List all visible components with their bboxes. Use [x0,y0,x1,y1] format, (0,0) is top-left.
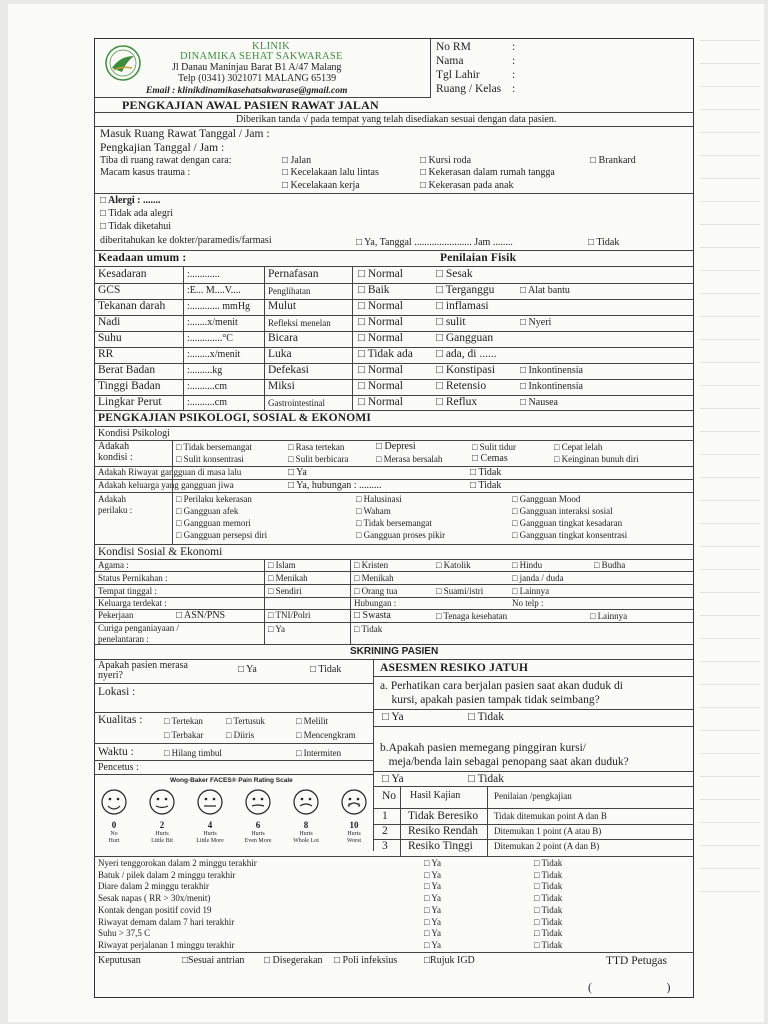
covid-ya-checkbox[interactable]: □ Ya [424,939,441,950]
fisik-option-checkbox[interactable]: □ Gangguan [436,332,494,344]
covid-tidak-checkbox[interactable]: □ Tidak [534,904,563,915]
kualitas-label: Kualitas : [98,714,143,726]
perilaku-option-checkbox[interactable]: □ Halusinasi [356,494,402,504]
kondisi-cepat-lelah[interactable]: □ Cepat lelah [554,442,603,452]
kondisi-merasa-bersalah[interactable]: □ Merasa bersalah [376,454,443,464]
vital-value-field[interactable]: :........x/menit [187,349,241,360]
jatuh-th-penilaian: Penilaian /pengkajian [494,791,572,801]
jatuh-row-penilaian: Ditemukan 1 point (A atau B) [494,826,602,836]
nyeri-question: Apakah pasien merasa nyeri? [98,660,188,681]
fisik-option-checkbox[interactable]: □ Reflux [436,396,478,408]
covid-ya-checkbox[interactable]: □ Ya [424,858,441,868]
jatuh-row-no: 2 [382,825,388,837]
jatuh-th-no: No [382,790,397,802]
fisik-exam-label: Refleksi menelan [268,318,331,328]
clinic-phone: Telp (0341) 3021071 MALANG 65139 [178,73,337,84]
tgl-lahir-label: Tgl Lahir [436,69,480,81]
status-janda-duda[interactable]: □ janda / duda [512,573,564,583]
covid-tidak-checkbox[interactable]: □ Tidak [534,881,563,892]
pain-face-label: Hurts Even More [244,831,272,844]
pain-score-number: 0 [111,820,117,830]
kualitas-tertekan[interactable]: □ Tertekan [164,716,203,726]
nama-value[interactable]: : [512,55,516,67]
pain-score-number: 2 [159,820,165,830]
fisik-exam-label: Defekasi [268,364,309,376]
perilaku-option-checkbox[interactable]: □ Tidak bersemangat [356,518,432,528]
pain-face-icon[interactable] [148,788,176,816]
pekerjaan-nakes[interactable]: □ Tenaga kesehatan [436,611,508,621]
tidak-diketahui-checkbox[interactable]: □ Tidak diketahui [100,221,172,232]
kondisi-rasa-tertekan[interactable]: □ Rasa tertekan [288,442,345,452]
jatuh-row-penilaian: Ditemukan 2 point (A dan B) [494,841,600,851]
covid-question: Riwayat perjalanan 1 minggu terakhir [98,939,235,950]
covid-tidak-checkbox[interactable]: □ Tidak [534,928,563,939]
kondisi-bunuh-diri[interactable]: □ Keinginan bunuh diri [554,454,639,464]
covid-question: Riwayat demam dalam 7 hari terakhir [98,916,235,927]
covid-question: Batuk / pilek dalam 2 minggu terakhir [98,869,236,880]
fisik-option-checkbox[interactable]: □ Konstipasi [436,364,496,376]
perilaku-option-checkbox[interactable]: □ Gangguan memori [176,518,251,528]
kualitas-melilit[interactable]: □ Melilit [296,716,329,726]
pekerjaan-lainnya[interactable]: □ Lainnya [590,611,628,621]
kualitas-mencengkram[interactable]: □ Mencengkram [296,730,356,740]
covid-question: Kontak dengan positif covid 19 [98,904,212,915]
fisik-option-checkbox[interactable]: □ sulit [436,316,466,328]
pain-score-number: 6 [255,820,261,830]
vital-label: Tekanan darah [98,300,166,312]
pekerjaan-label: Pekerjaan [98,610,134,620]
covid-tidak-checkbox[interactable]: □ Tidak [534,893,563,904]
no-rm-label: No RM [436,41,471,53]
covid-ya-checkbox[interactable]: □ Ya [424,928,441,939]
kondisi-tidak-bersemangat[interactable]: □ Tidak bersemangat [176,442,252,452]
tiba-brankard-checkbox[interactable]: □ Brankard [590,155,636,166]
pain-face-label: Hurts Worst [346,831,362,844]
covid-question: Diare dalam 2 minggu terakhir [98,881,209,892]
masuk-ruang[interactable]: Masuk Ruang Rawat Tanggal / Jam : [100,128,270,140]
fisik-option-checkbox[interactable]: □ Nausea [520,397,558,408]
pain-face-icon[interactable] [244,788,272,816]
covid-ya-checkbox[interactable]: □ Ya [424,893,441,904]
trauma-kdrt-checkbox[interactable]: □ Kekerasan dalam rumah tangga [420,167,555,178]
vital-value-field[interactable]: :............ mmHg [187,301,251,312]
status-menikah-2[interactable]: □ Menikah [354,573,394,583]
pencetus-field[interactable]: Pencetus : [98,762,139,773]
clinic-address: Jl Danau Maninjau Barat B1 A/47 Malang [172,62,342,73]
fisik-exam-label: Gastrointestinal [268,398,325,408]
fisik-option-checkbox[interactable]: □ Normal [358,268,403,280]
nyeri-ya-checkbox[interactable]: □ Ya [238,664,257,675]
pekerjaan-asn[interactable]: □ ASN/PNS [176,610,226,621]
vital-value-field[interactable]: :............ [187,269,220,280]
kondisi-sulit-konsentrasi[interactable]: □ Sulit konsentrasi [176,454,244,464]
vital-label: Nadi [98,316,121,328]
tgl-lahir-value[interactable]: : [512,69,516,81]
adakah-perilaku-label: Adakah perilaku : [98,494,133,515]
jatuh-question-b: b.Apakah pasien memegang pinggiran kursi/ meja/benda lain sebagai penopang saat akan duduk? [380,742,629,768]
keputusan-rujuk-igd[interactable]: □Rujuk IGD [424,955,475,966]
agama-islam[interactable]: □ Islam [268,560,296,570]
vital-label: Suhu [98,332,122,344]
pain-face-icon[interactable] [292,788,320,816]
perilaku-option-checkbox[interactable]: □ Waham [356,506,391,516]
pain-score-number: 8 [303,820,309,830]
covid-tidak-checkbox[interactable]: □ Tidak [534,939,563,950]
trauma-anak-checkbox[interactable]: □ Kekerasan pada anak [420,180,514,191]
fisik-option-checkbox[interactable]: □ Nyeri [520,317,552,328]
nama-label: Nama [436,55,464,67]
jatuh-row-hasil: Resiko Rendah [408,825,478,837]
jatuh-row-hasil: Resiko Tinggi [408,840,473,852]
fisik-exam-label: Bicara [268,332,299,344]
instruction-text: Diberikan tanda √ pada tempat yang telah disediakan sesuai dengan data pasien. [236,114,557,125]
kondisi-depresi[interactable]: □ Depresi [376,441,416,452]
ruang-kelas-value[interactable]: : [512,83,516,95]
vital-value-field[interactable]: :..........cm [187,381,227,392]
pain-face-label: Hurts Little Bit [151,831,173,844]
kondisi-sulit-tidur[interactable]: □ Sulit tidur [472,442,516,452]
jatuh-row-hasil: Tidak Beresiko [408,810,479,822]
lokasi-field[interactable]: Lokasi : [98,686,136,698]
vital-label: Lingkar Perut [98,396,162,408]
fisik-option-checkbox[interactable]: □ Normal [358,380,403,392]
kondisi-sulit-berbicara[interactable]: □ Sulit berbicara [288,454,349,464]
covid-ya-checkbox[interactable]: □ Ya [424,869,441,880]
sosial-title: Kondisi Sosial & Ekonomi [98,546,223,558]
keluarga-tidak-checkbox[interactable]: □ Tidak [470,480,502,491]
vital-label: Kesadaran [98,268,147,280]
riwayat-gangguan-label: Adakah Riwayat gangguan di masa lalu [98,467,242,477]
fisik-exam-label: Luka [268,348,292,360]
keluarga-terdekat-label[interactable]: Keluarga terdekat : [98,598,167,608]
covid-tidak-checkbox[interactable]: □ Tidak [534,869,563,880]
pain-face-icon[interactable] [196,788,224,816]
tempat-tinggal-label: Tempat tinggal : [98,586,157,596]
diberitahukan-tidak-checkbox[interactable]: □ Tidak [588,237,620,248]
curiga-label: Curiga penganiayaan / penelantaran : [98,623,179,644]
tinggal-orang-tua[interactable]: □ Orang tua [354,586,398,596]
pekerjaan-swasta[interactable]: □ Swasta [354,610,391,621]
fisik-option-checkbox[interactable]: □ Normal [358,396,403,408]
no-rm-value[interactable]: : [512,41,516,53]
waktu-intermiten[interactable]: □ Intermiten [296,748,342,758]
resiko-jatuh-title: ASESMEN RESIKO JATUH [380,662,529,674]
faces-scale-title: Wong-Baker FACES® Pain Rating Scale [170,777,293,784]
pain-score-number: 10 [349,820,359,830]
covid-ya-checkbox[interactable]: □ Ya [424,904,441,915]
kualitas-diiris[interactable]: □ Diiris [226,730,255,740]
fisik-exam-label: Pernafasan [268,268,319,280]
jatuh-row-no: 1 [382,810,388,822]
fisik-option-checkbox[interactable]: □ Retensio [436,380,487,392]
form-title: PENGKAJIAN AWAL PASIEN RAWAT JALAN [122,98,379,112]
fisik-exam-label: Penglihatan [268,286,311,296]
pain-score-number: 4 [207,820,213,830]
pengkajian-tanggal[interactable]: Pengkajian Tanggal / Jam : [100,142,225,154]
riwayat-tidak-checkbox[interactable]: □ Tidak [470,467,502,478]
trauma-kerja-checkbox[interactable]: □ Kecelakaan kerja [282,180,360,191]
fisik-option-checkbox[interactable]: □ inflamasi [436,300,489,312]
jatuh-row-penilaian: Tidak ditemukan point A dan B [494,811,607,821]
ruang-kelas-label: Ruang / Kelas [436,83,502,95]
jatuh-row-no: 3 [382,840,388,852]
hubungan-label[interactable]: Hubungan : [354,598,397,608]
skrining-title: SKRINING PASIEN [350,646,439,657]
covid-question: Nyeri tenggorokan dalam 2 minggu terakhir [98,858,257,868]
keluarga-ya-checkbox[interactable]: □ Ya, hubungan : ......... [288,480,382,491]
pain-face-label: Hurts Little More [196,831,224,844]
fisik-option-checkbox[interactable]: □ Terganggu [436,284,495,296]
perilaku-option-checkbox[interactable]: □ Perilaku kekerasan [176,494,252,504]
covid-tidak-checkbox[interactable]: □ Tidak [534,916,563,927]
agama-katolik[interactable]: □ Katolik [436,560,471,570]
alergi-checkbox[interactable]: □ Alergi : ....... [100,195,161,206]
fisik-option-checkbox[interactable]: □ Alat bantu [520,285,570,296]
curiga-ya[interactable]: □ Ya [268,624,285,634]
pain-face-icon[interactable] [340,788,368,816]
kondisi-cemas[interactable]: □ Cemas [472,453,508,464]
fisik-option-checkbox[interactable]: □ Normal [358,364,403,376]
jatuh-th-hasil: Hasil Kajian [410,790,461,801]
vital-value-field[interactable]: :..........cm [187,397,227,408]
agama-budha[interactable]: □ Budha [594,560,626,570]
waktu-hilang-timbul[interactable]: □ Hilang timbul [164,748,222,758]
kondisi-psikologi-label: Kondisi Psikologi [98,428,170,439]
covid-tidak-checkbox[interactable]: □ Tidak [534,858,563,868]
status-pernikahan-label: Status Pernikahan : [98,573,168,583]
kualitas-terbakar[interactable]: □ Terbakar [164,730,204,740]
jatuh-question-a: a. Perhatikan cara berjalan pasien saat akan duduk di kursi, apakah pasien tampak tidak seimbang? [380,680,623,706]
jatuh-a-tidak[interactable]: □ Tidak [468,711,505,723]
agama-kristen[interactable]: □ Kristen [354,560,389,570]
fisik-option-checkbox[interactable]: □ Tidak ada [358,348,413,360]
keputusan-label: Keputusan [98,955,141,966]
tiba-jalan-checkbox[interactable]: □ Jalan [282,155,312,166]
fisik-exam-label: Miksi [268,380,295,392]
riwayat-ya-checkbox[interactable]: □ Ya [288,467,307,478]
trauma-lalu-lintas-checkbox[interactable]: □ Kecelakaan lalu lintas [282,167,379,178]
pain-face-label: Hurts Whole Lot [293,831,319,844]
covid-question: Sesak napas ( RR > 30x/menit) [98,893,211,904]
clinic-name: DINAMIKA SEHAT SAKWARASE [180,51,343,62]
diberitahukan-label: diberitahukan ke dokter/paramedis/farmasi [100,235,272,246]
tidak-alergi-checkbox[interactable]: □ Tidak ada alegri [100,208,173,219]
covid-ya-checkbox[interactable]: □ Ya [424,881,441,892]
vital-label: Tinggi Badan [98,380,161,392]
pain-face-label: No Hurt [108,831,120,844]
perilaku-option-checkbox[interactable]: □ Gangguan interaksi sosial [512,506,613,516]
tiba-label: Tiba di ruang rawat dengan cara: [100,155,232,166]
clinic-email: Email : klinikdinamikasehatsakwarase@gmail.com [146,86,348,96]
agama-hindu[interactable]: □ Hindu [512,560,543,570]
tinggal-suami-istri[interactable]: □ Suami/istri [436,586,484,596]
fisik-option-checkbox[interactable]: □ Inkontinensia [520,381,583,392]
clinic-label: KLINIK [252,41,290,52]
vital-label: RR [98,348,114,360]
status-menikah-1[interactable]: □ Menikah [268,573,308,583]
nyeri-tidak-checkbox[interactable]: □ Tidak [310,664,342,675]
perilaku-option-checkbox[interactable]: □ Gangguan persepsi diri [176,530,268,540]
no-telp-label[interactable]: No telp : [512,598,544,608]
curiga-tidak[interactable]: □ Tidak [354,624,383,634]
tinggal-sendiri[interactable]: □ Sendiri [268,586,302,596]
fisik-option-checkbox[interactable]: □ Normal [358,316,403,328]
ttd-petugas-label: TTD Petugas [606,955,668,967]
signature-field[interactable]: ( ) [588,982,671,994]
keputusan-sesuai-antrian[interactable]: □Sesuai antrian [182,955,245,966]
fisik-option-checkbox[interactable]: □ Normal [358,300,403,312]
covid-question: Suhu > 37,5 C [98,928,151,939]
jatuh-b-ya[interactable]: □ Ya [382,773,404,785]
fisik-exam-label: Mulut [268,300,297,312]
jatuh-a-ya[interactable]: □ Ya [382,711,404,723]
perilaku-option-checkbox[interactable]: □ Gangguan tingkat konsentrasi [512,530,628,540]
clinic-logo [104,44,142,82]
perilaku-option-checkbox[interactable]: □ Gangguan proses pikir [356,530,446,540]
perilaku-option-checkbox[interactable]: □ Gangguan tingkat kesadaran [512,518,623,528]
fisik-option-checkbox[interactable]: □ Sesak [436,268,473,280]
keputusan-poli-infeksius[interactable]: □ Poli infeksius [334,955,398,966]
perilaku-option-checkbox[interactable]: □ Gangguan afek [176,506,239,516]
keadaan-umum-title: Keadaan umum : [98,252,187,264]
vital-value-field[interactable]: :.........kg [187,365,223,376]
fisik-option-checkbox[interactable]: □ Baik [358,284,390,296]
kualitas-tertusuk[interactable]: □ Tertusuk [226,716,265,726]
vital-value-field[interactable]: :.......x/menit [187,317,238,328]
covid-ya-checkbox[interactable]: □ Ya [424,916,441,927]
agama-label: Agama : [98,560,129,570]
penilaian-fisik-title: Penilaian Fisik [440,252,517,264]
macam-trauma-label: Macam kasus trauma : [100,167,191,178]
tinggal-lainnya[interactable]: □ Lainnya [512,586,550,596]
vital-label: GCS [98,284,121,296]
waktu-label: Waktu : [98,746,134,758]
vital-label: Berat Badan [98,364,156,376]
bleed-through [700,40,760,940]
vital-value-field[interactable]: :E... M....V.... [187,285,241,296]
fisik-option-checkbox[interactable]: □ ada, di ...... [436,348,497,360]
keputusan-disegerakan[interactable]: □ Disegerakan [264,955,323,966]
jatuh-b-tidak[interactable]: □ Tidak [468,773,505,785]
pekerjaan-tni[interactable]: □ TNI/Polri [268,610,311,620]
perilaku-option-checkbox[interactable]: □ Gangguan Mood [512,494,581,504]
tiba-kursi-roda-checkbox[interactable]: □ Kursi roda [420,155,472,166]
keluarga-gangguan-label: Adakah keluarga yang gangguan jiwa [98,480,234,490]
vital-value-field[interactable]: :.............°C [187,333,233,344]
adakah-kondisi-label: Adakah kondisi : [98,441,133,463]
fisik-option-checkbox[interactable]: □ Normal [358,332,403,344]
fisik-option-checkbox[interactable]: □ Inkontinensia [520,365,583,376]
diberitahukan-ya-checkbox[interactable]: □ Ya, Tanggal ....................... Jam ........ [356,237,513,248]
psikologi-title: PENGKAJIAN PSIKOLOGI, SOSIAL & EKONOMI [98,412,372,424]
pain-face-icon[interactable] [100,788,128,816]
